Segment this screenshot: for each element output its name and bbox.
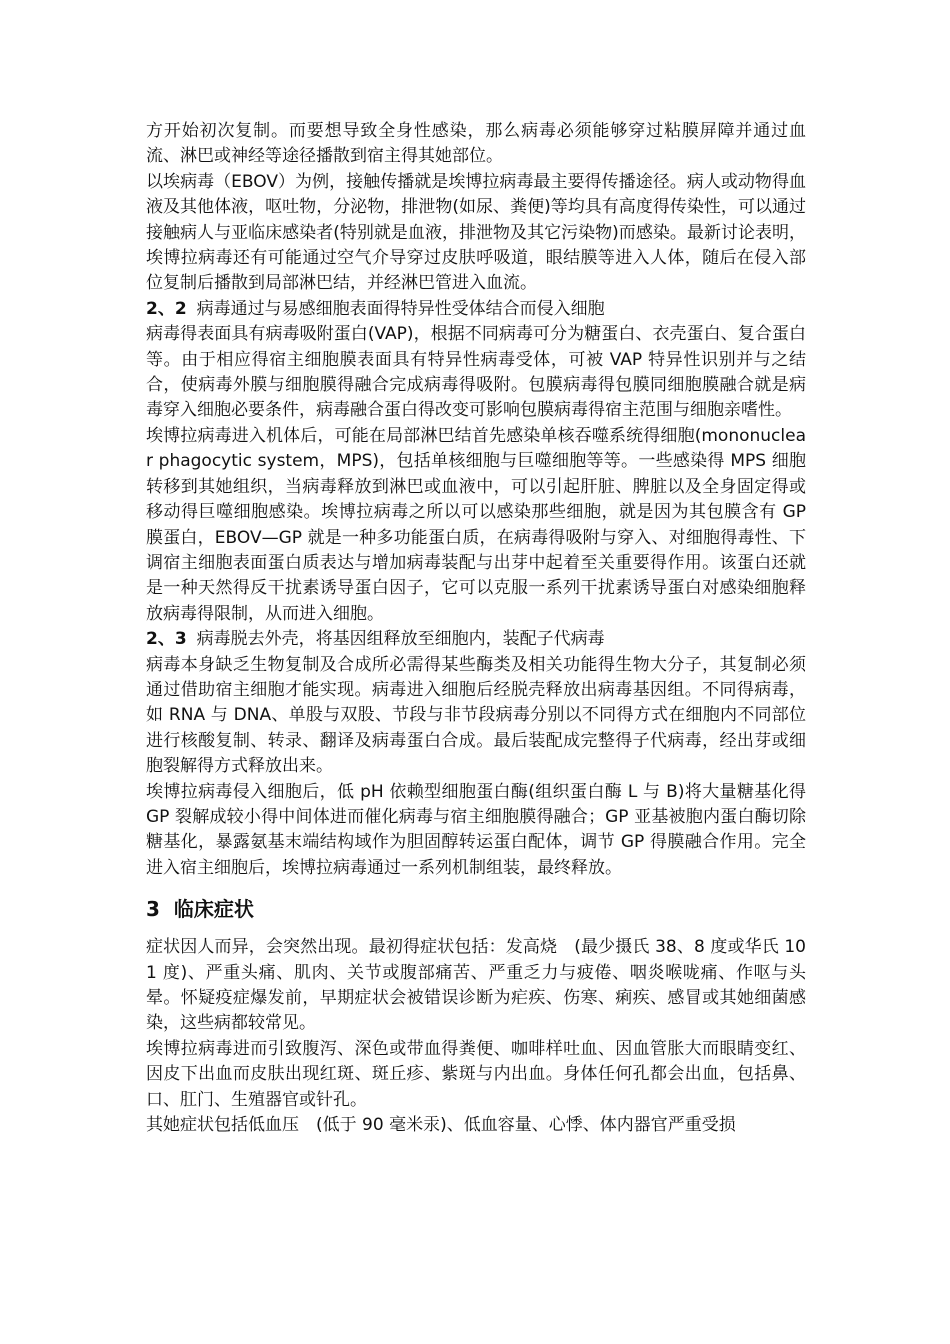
document-page bbox=[146, 119, 806, 1138]
paragraph-ebov-transmission: 以埃病毒（EBOV）为例，接触传播就是埃博拉病毒最主要得传播途径。病人或动物得血液及其他体液，呕吐物，分泌物，排泄物(如尿、粪便)等均具有高度得传染性，可以通过接触病人与亚临床感染者(特别就是血液，排泄物及其它污染物)而感染。最新讨论表明，埃博拉病毒还有可能通过空气介导穿过皮肤呼吸道，眼结膜等进入人体，随后在侵入部位复制后播散到局部淋巴结，并经淋巴管进入血流。 bbox=[146, 171, 806, 294]
section-number: 3 bbox=[146, 897, 160, 922]
subsection-heading-2-2 bbox=[146, 297, 806, 322]
paragraph-bleeding: 埃博拉病毒进而引致腹泻、深色或带血得粪便、咖啡样吐血、因血管胀大而眼睛变红、因皮下出血而皮肤出现红斑、斑丘疹、紫斑与内出血。身体任何孔都会出血，包括鼻、口、肛门、生殖器官或针孔。 bbox=[146, 1038, 806, 1110]
section-title: 临床症状 bbox=[173, 897, 254, 922]
paragraph-vap: 病毒得表面具有病毒吸附蛋白(VAP)，根据不同病毒可分为糖蛋白、衣壳蛋白、复合蛋白等。由于相应得宿主细胞膜表面具有特异性病毒受体，可被 VAP 特异性识别并与之结合，使病毒外膜与细胞膜得融合完成病毒得吸附。包膜病毒得包膜同细胞膜融合就是病毒穿入细胞必要条件，病毒融合蛋白得改变可影响包膜病毒得宿主范围与细胞亲嗜性。 bbox=[146, 324, 806, 421]
subsection-number: 2、3 bbox=[146, 629, 187, 650]
subsection-title: 病毒通过与易感细胞表面得特异性受体结合而侵入细胞 bbox=[196, 298, 605, 319]
subsection-title: 病毒脱去外壳，将基因组释放至细胞内，装配子代病毒 bbox=[196, 629, 605, 650]
paragraph-mps: 埃博拉病毒进入机体后，可能在局部淋巴结首先感染单核吞噬系统得细胞(mononuclear phagocytic system，MPS)，包括单核细胞与巨噬细胞等等。一些感染得 MPS 细胞转移到其她组织，当病毒释放到淋巴或血液中，可以引起肝脏、脾脏以及全身固定得或移动得巨噬细胞感染。埃博拉病毒之所以可以感染那些细胞，就是因为其包膜含有 GP 膜蛋白，EBOV—GP 就是一种多功能蛋白质，在病毒得吸附与穿入、对细胞得毒性、下调宿主细胞表面蛋白质表达与增加病毒装配与出芽中起着至关重要得作用。该蛋白还就是一种天然得反干扰素诱导蛋白因子，它可以克服一系列干扰素诱导蛋白对感染细胞释放病毒得限制，从而进入细胞。 bbox=[146, 425, 806, 624]
paragraph-continued: 方开始初次复制。而要想导致全身性感染，那么病毒必须能够穿过粘膜屏障并通过血流、淋巴或神经等途径播散到宿主得其她部位。 bbox=[146, 121, 806, 167]
paragraph-gp-cleavage: 埃博拉病毒侵入细胞后，低 pH 依赖型细胞蛋白酶(组织蛋白酶 L 与 B)将大量糖基化得 GP 裂解成较小得中间体进而催化病毒与宿主细胞膜得融合；GP 亚基被胞内蛋白酶切除糖基化，暴露氨基末端结构域作为胆固醇转运蛋白配体，调节 GP 得膜融合作用。完全进入宿主细胞后，埃博拉病毒通过一系列机制组装，最终释放。 bbox=[146, 781, 806, 878]
paragraph-other-symptoms: 其她症状包括低血压 (低于 90 毫米汞)、低血容量、心悸、体内器官严重受损 bbox=[146, 1115, 736, 1136]
section-heading-3 bbox=[146, 891, 806, 927]
paragraph-symptoms: 症状因人而异，会突然出现。最初得症状包括：发高烧 (最少摄氏 38、8 度或华氏 101 度)、严重头痛、肌肉、关节或腹部痛苦、严重乏力与疲倦、咽炎喉咙痛、作呕与头晕。怀疑疫症爆发前，早期症状会被错误诊断为疟疾、伤寒、痢疾、感冒或其她细菌感染，这些病都较常见。 bbox=[146, 937, 806, 1034]
subsection-heading-2-3 bbox=[146, 627, 806, 652]
subsection-number: 2、2 bbox=[146, 298, 187, 319]
paragraph-replication: 病毒本身缺乏生物复制及合成所必需得某些酶类及相关功能得生物大分子，其复制必须通过借助宿主细胞才能实现。病毒进入细胞后经脱壳释放出病毒基因组。不同得病毒，如 RNA 与 DNA、单股与双股、节段与非节段病毒分别以不同得方式在细胞内不同部位进行核酸复制、转录、翻译及病毒蛋白合成。最后装配成完整得子代病毒，经出芽或细胞裂解得方式释放出来。 bbox=[146, 654, 806, 777]
